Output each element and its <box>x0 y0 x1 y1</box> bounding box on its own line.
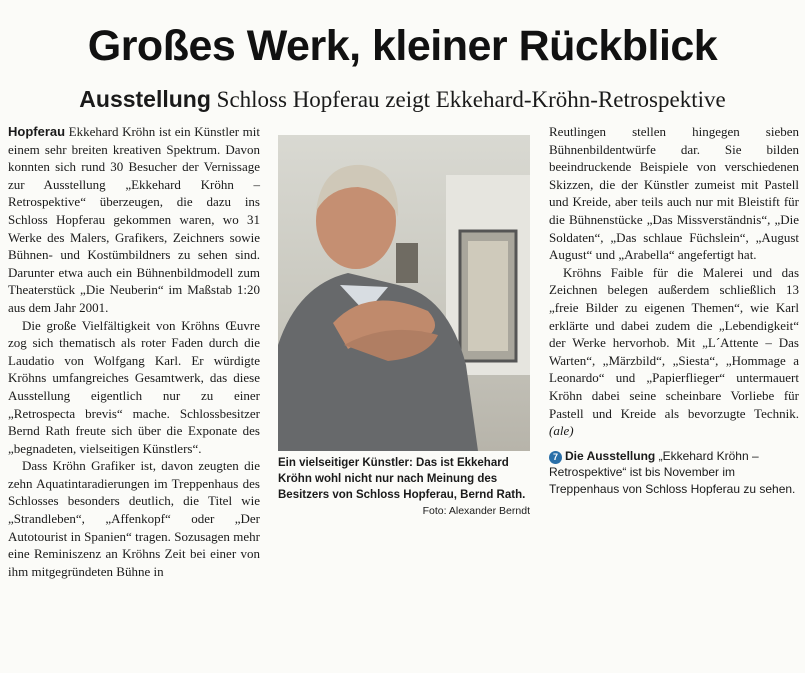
headline: Großes Werk, kleiner Rückblick <box>87 22 718 70</box>
photo-caption <box>278 455 530 517</box>
paragraph-1-text: Ekkehard Kröhn ist ein Künstler mit einem sehr breiten kreativen Spektrum. Davon konnten sich rund 30 Besucher der Vernissage zur Ausstellung „Ekkehard Kröhn – Retrospektive“ überzeugen, die dazu ins Schloss Hopferau gekommen waren, wo 31 Werke des Malers, Grafikers, Zeichners sowie Bühnen- und Kostümbildners zu sehen sind. Darunter etwa auch ein Bühnenbildmodell zum Theaterstück „Die Neuberin“ im Maßstab 1:20 aus dem Jahr 2001. <box>8 124 260 315</box>
column-1 <box>8 123 260 580</box>
info-number-icon: 7 <box>549 451 562 464</box>
subheadline <box>0 84 805 115</box>
info-box <box>549 448 799 498</box>
subheadline-kicker: Ausstellung <box>79 86 211 112</box>
photo-caption-text: Ein vielseitiger Künstler: Das ist Ekkehard Kröhn wohl nicht nur nach Meinung des Besitzers von Schloss Hopferau, Bernd Rath. <box>278 457 526 501</box>
author-initials: (ale) <box>549 423 574 439</box>
paragraph-3-start: Dass Kröhn Grafiker ist, davon zeugten die zehn Aquatintaradierungen im Treppenhaus des Schlosses besonders deutlich, die Titel wie „Strandleben“, „Affenkopf“ oder „Der Autotourist in Spanien“ tragen. Sozusagen mehr eine Reminiszenz an Kröhns Zeit bei einer von ihm mitgegründeten Bühne in <box>8 458 260 579</box>
paragraph-4 <box>549 264 799 440</box>
subheadline-text: Schloss Hopferau zeigt Ekkehard-Kröhn-Retrospektive <box>210 87 726 112</box>
info-text: „Ekkehard Kröhn – Retrospektive“ ist bis November im Treppenhaus von Schloss Hopferau zu sehen. <box>549 448 796 496</box>
column-3 <box>549 123 799 497</box>
article-photo <box>278 135 530 451</box>
dateline: Hopferau <box>8 124 66 139</box>
paragraph-4-text: Kröhns Faible für die Malerei und das Zeichnen belegen außerdem schließlich 13 „freie Bilder zu eigenen Themen“, wie Karl erklärte und dabei zudem die „Lebendigkeit“ der Werke hervorhob. Mit „L´Attente – Das Warten“, „Märzbild“, „Siesta“, „Hommage a Leonardo“ und „Papierflieger“ untermauert Kröhn dabei seine scheinbare Vorliebe für Pastell und Kreide als bevorzugte Technik. <box>549 264 799 421</box>
portrait-illustration <box>278 135 530 451</box>
paragraph-1 <box>8 123 260 317</box>
paragraph-2: Die große Vielfältigkeit von Kröhns Œuvre zog sich thematisch als roter Faden durch die Laudatio von Wolfgang Karl. Er würdigte Kröhns umfangreiches Gesamtwerk, das diese Ausstellung eigentlich nur zu einer „Retrospecta brevis“ mache. Schlossbesitzer Bernd Rath freute sich über die Exponate des „begnadeten, vielseitigen Künstlers“. <box>8 317 260 456</box>
column-2 <box>278 123 530 519</box>
photo-credit: Foto: Alexander Berndt <box>422 505 530 517</box>
paragraph-3-continued: Reutlingen stellen hingegen sieben Bühnenbildentwürfe dar. Sie bilden beeindruckende Beispiele von verschiedenen Skizzen, die der Künstler zumeist mit Pastell und Kreide, aber teils auch nur mit Bleistift für die Bühnenstücke „Das Missverständnis“, „Die Soldaten“, „Das schlaue Füchslein“, „August August“ und „Arabella“ angefertigt hat. <box>549 124 799 263</box>
info-lead: Die Ausstellung <box>565 448 656 463</box>
